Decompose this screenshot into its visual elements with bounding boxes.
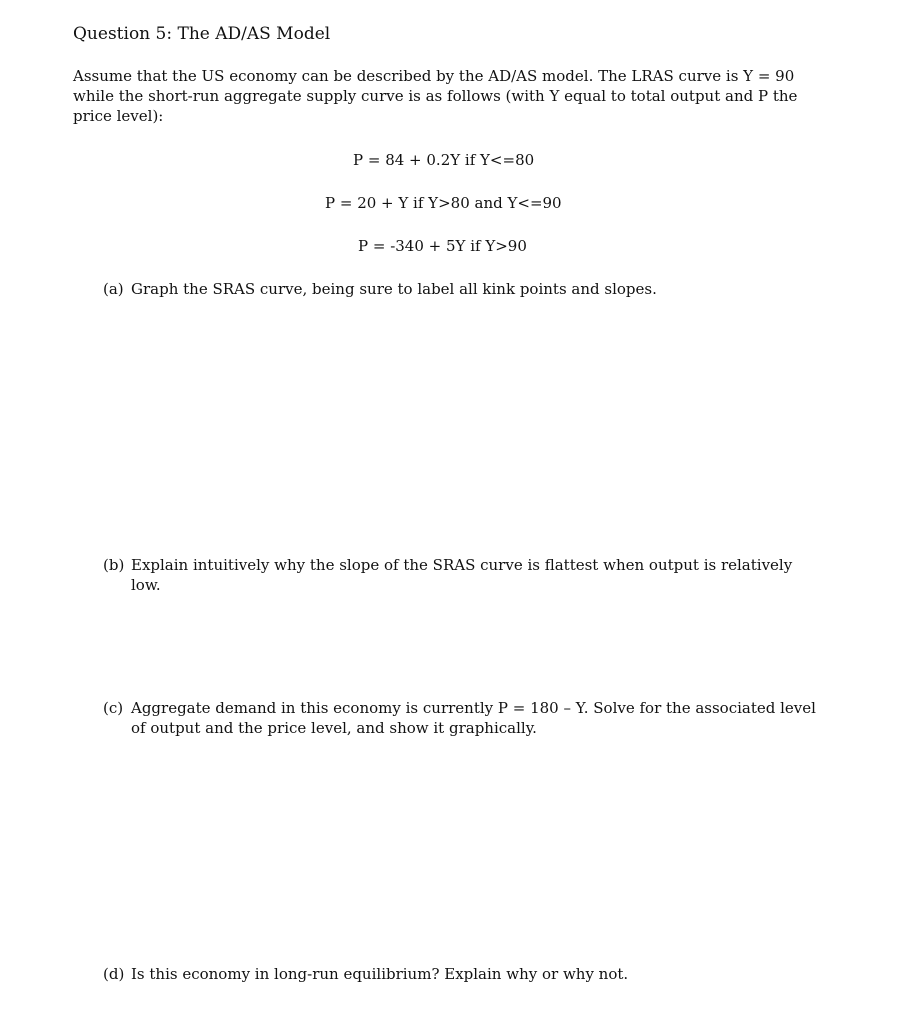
answer-space-b — [73, 580, 823, 690]
question-part-a — [103, 279, 823, 299]
part-d-label: (d) — [103, 965, 125, 983]
part-a-text: Graph the SRAS curve, being sure to label all kink points and slopes. — [131, 280, 657, 298]
sras-equation-high-output: P = -340 + 5Y if Y>90 — [358, 237, 527, 255]
part-d-text: Is this economy in long-run equilibrium? Explain why or why not. — [131, 965, 629, 983]
sras-equation-low-output: P = 84 + 0.2Y if Y<=80 — [353, 151, 535, 169]
question-intro: Assume that the US economy can be described by the AD/AS model. The LRAS curve is Y = 90 while the short-run aggregate supply curve is as follows (with Y equal to total output and P the price level): — [73, 67, 798, 125]
part-b-text: Explain intuitively why the slope of the SRAS curve is flattest when output is relatively low. — [131, 556, 793, 594]
question-part-d — [103, 964, 823, 984]
question-part-c — [103, 698, 823, 738]
part-a-label: (a) — [103, 280, 124, 298]
part-b-label: (b) — [103, 556, 125, 574]
question-title: Question 5: The AD/AS Model — [73, 24, 331, 44]
part-c-text: Aggregate demand in this economy is currently P = 180 – Y. Solve for the associated level of output and the price level, and show it graphically. — [131, 699, 816, 737]
answer-space-c — [73, 745, 823, 955]
sras-equation-mid-output: P = 20 + Y if Y>80 and Y<=90 — [325, 194, 562, 212]
answer-space-a — [73, 305, 823, 545]
part-c-label: (c) — [103, 699, 124, 717]
